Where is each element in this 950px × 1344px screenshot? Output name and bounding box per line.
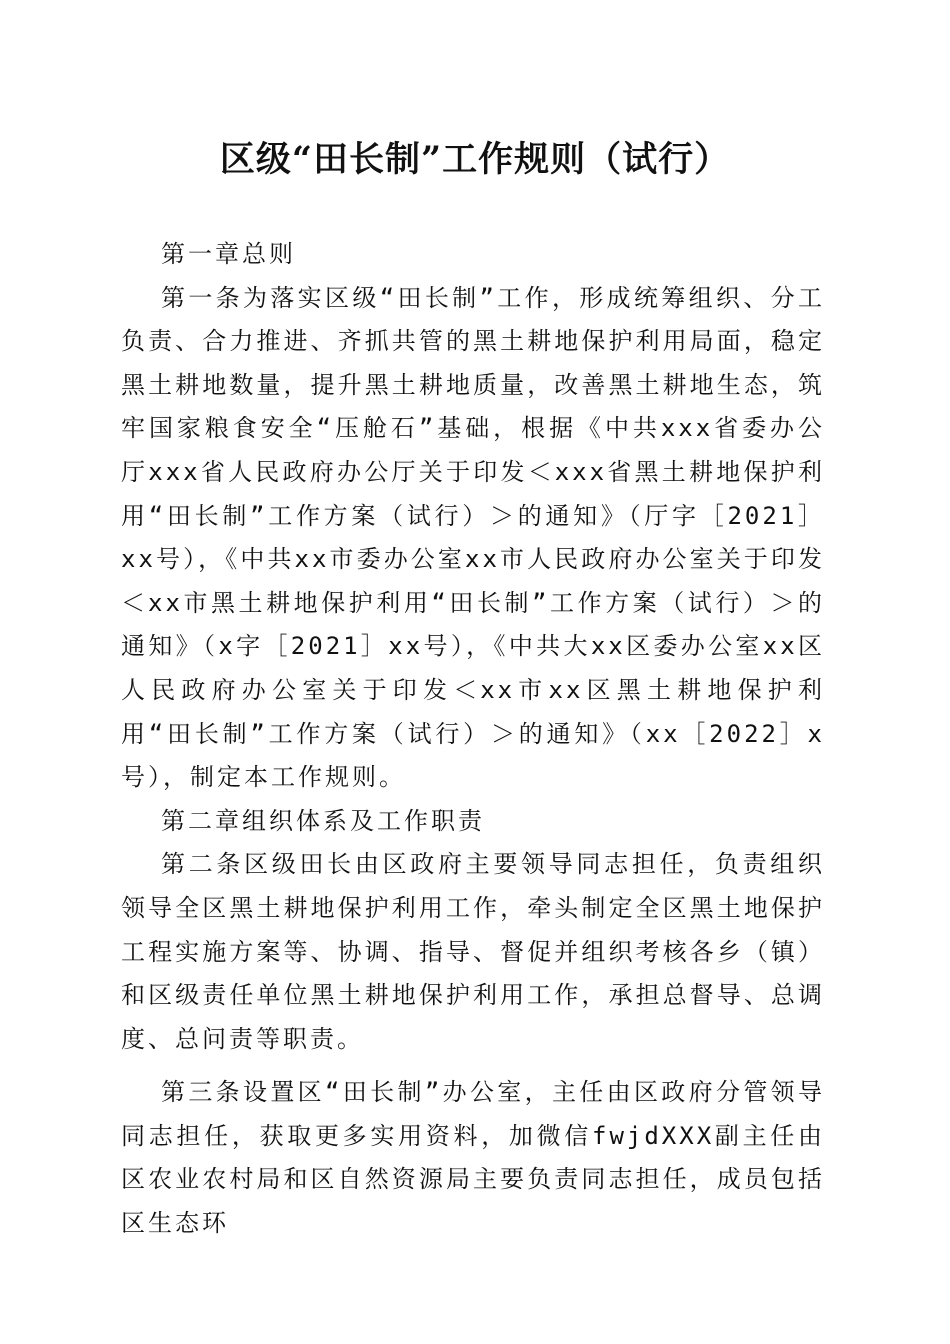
document-body [121, 233, 825, 1246]
chapter-heading: 第一章总则 [161, 240, 296, 268]
document-title: 区级“田长制”工作规则（试行） [219, 139, 731, 180]
article-paragraph: 第三条设置区“田长制”办公室，主任由区政府分管领导同志担任，获取更多实用资料，加微信fwjdXXX副主任由区农业农村局和区自然资源局主要负责同志担任，成员包括区生态环 [121, 1078, 825, 1238]
article-paragraph: 第二条区级田长由区政府主要领导同志担任，负责组织领导全区黑土耕地保护利用工作，牵头制定全区黑土地保护工程实施方案等、协调、指导、督促并组织考核各乡（镇）和区级责任单位黑土耕地保护利用工作，承担总督导、总调度、总问责等职责。 [121, 850, 825, 1053]
chapter-heading: 第二章组织体系及工作职责 [161, 806, 485, 835]
article-paragraph: 第一条为落实区级“田长制”工作，形成统筹组织、分工负责、合力推进、齐抓共管的黑土耕地保护利用局面，稳定黑土耕地数量，提升黑土耕地质量，改善黑土耕地生态，筑牢国家粮食安全“压舱石”基础，根据《中共xxx省委办公厅xxx省人民政府办公厅关于印发＜xxx省黑土耕地保护利用“田长制”工作方案（试行）＞的通知》（厅字［2021］xx号），《中共xx市委办公室xx市人民政府办公室关于印发＜xx市黑土耕地保护利用“田长制”工作方案（试行）＞的通知》（x字［2021］xx号），《中共大xx区委办公室xx区人民政府办公室关于印发＜xx市xx区黑土耕地保护利用“田长制”工作方案（试行）＞的通知》（xx［2022］x号），制定本工作规则。 [121, 283, 825, 792]
